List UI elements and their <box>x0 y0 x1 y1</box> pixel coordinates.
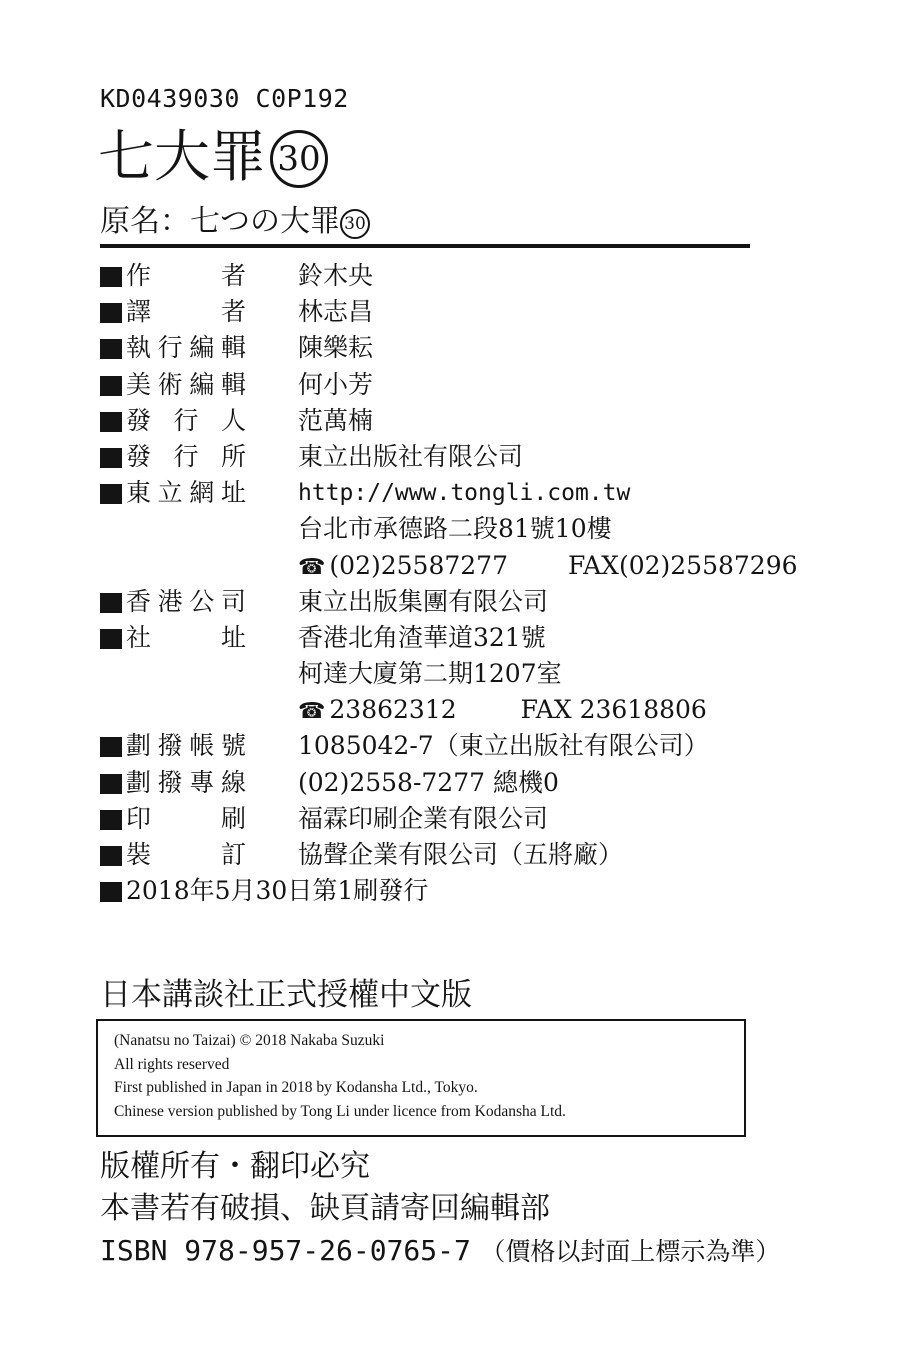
credit-label <box>126 728 246 764</box>
label-char: 司 <box>220 586 246 616</box>
label-char: 港 <box>157 586 183 616</box>
label-char: 刷 <box>220 803 246 833</box>
label-char: 作 <box>126 261 152 290</box>
label-char: 執 <box>126 333 152 363</box>
credit-label-text <box>126 367 246 403</box>
credit-row-binding <box>100 837 800 873</box>
footer-block <box>100 1146 780 1273</box>
copyright-line: (Nanatsu no Taizai) © 2018 Nakaba Suzuki <box>114 1032 385 1049</box>
square-bullet-icon <box>100 303 122 323</box>
credit-label-text <box>126 258 246 294</box>
credit-row-giro-account <box>100 728 800 764</box>
book-title-text: 七大罪 <box>98 125 266 190</box>
label-char: 人 <box>220 405 246 435</box>
copyright-line: Chinese version published by Tong Li under licence from Kodansha Ltd. <box>114 1102 566 1120</box>
credit-label-text <box>126 294 246 330</box>
square-bullet-icon <box>100 448 122 468</box>
label-char: 立 <box>157 478 183 508</box>
credit-value: 1085042-7（東立出版社有限公司） <box>298 731 709 761</box>
edition-row <box>100 873 800 909</box>
credit-label-text <box>126 728 246 764</box>
credit-row-website <box>100 475 800 511</box>
rights-notice: 版權所有・翻印必究 <box>100 1149 370 1184</box>
credit-label <box>126 258 246 294</box>
credit-label <box>126 439 246 475</box>
label-char: 術 <box>157 369 183 399</box>
original-title <box>100 202 370 242</box>
label-char: 劃 <box>126 767 152 797</box>
tongli-phone <box>298 548 798 586</box>
hk-address-2: 柯達大廈第二期1207室 <box>298 659 562 689</box>
credit-value: 東立出版集團有限公司 <box>298 586 549 616</box>
credit-label <box>126 367 246 403</box>
label-char: 址 <box>220 622 246 652</box>
telephone-icon: ☎ <box>298 554 326 580</box>
original-volume-number: 30 <box>340 209 370 239</box>
credit-row-publisher <box>100 403 800 439</box>
label-char: 行 <box>173 405 199 435</box>
label-char: 所 <box>220 441 246 471</box>
hk-phone-row <box>100 692 800 728</box>
copyright-line: All rights reserved <box>114 1055 230 1073</box>
square-bullet-icon <box>100 376 122 396</box>
square-bullet-icon <box>100 846 122 866</box>
label-char: 東 <box>126 478 152 508</box>
tongli-address: 台北市承德路二段81號10樓 <box>298 514 612 544</box>
label-char: 行 <box>173 441 199 471</box>
credit-row-hk-address <box>100 620 800 656</box>
website-url[interactable]: http://www.tongli.com.tw <box>298 480 631 507</box>
credit-value: 何小芳 <box>298 369 374 399</box>
isbn-number: ISBN 978-957-26-0765-7 <box>100 1234 471 1267</box>
label-char: 輯 <box>220 333 246 363</box>
label-char: 發 <box>126 441 152 471</box>
label-char: 址 <box>220 478 246 508</box>
credit-label <box>126 620 246 656</box>
credit-label-text <box>126 765 246 801</box>
label-char: 編 <box>189 369 215 399</box>
label-char: 發 <box>126 405 152 435</box>
credit-value: 鈴木央 <box>298 261 374 290</box>
square-bullet-icon <box>100 882 122 902</box>
credit-label <box>126 765 246 801</box>
tongli-phone-row <box>100 548 800 584</box>
credit-label <box>126 294 246 330</box>
credit-row-publishing-house <box>100 439 800 475</box>
original-title-text: 原名：七つの大罪 <box>100 204 340 239</box>
credit-label <box>126 584 246 620</box>
square-bullet-icon <box>100 484 122 504</box>
credit-label <box>126 403 246 439</box>
volume-number: 30 <box>270 130 328 188</box>
label-char: 香 <box>126 586 152 616</box>
credit-label-text <box>126 439 246 475</box>
credit-label-text <box>126 330 246 366</box>
credit-row-giro-hotline <box>100 765 800 801</box>
tongli-address-row <box>100 511 800 547</box>
square-bullet-icon <box>100 267 122 287</box>
credit-label-text <box>126 837 246 873</box>
square-bullet-icon <box>100 737 122 757</box>
credit-label <box>126 801 246 837</box>
book-title <box>98 124 328 192</box>
credit-value: 范萬楠 <box>298 405 374 435</box>
divider-rule <box>100 244 750 248</box>
label-char: 公 <box>189 586 215 616</box>
label-char: 印 <box>126 803 152 833</box>
square-bullet-icon <box>100 339 122 359</box>
credit-label-text <box>126 475 246 511</box>
label-char: 帳 <box>189 731 215 761</box>
credit-row-hk-company <box>100 584 800 620</box>
square-bullet-icon <box>100 629 122 649</box>
credit-label-text <box>126 801 246 837</box>
copyright-line: First published in Japan in 2018 by Kodansha Ltd., Tokyo. <box>114 1079 478 1096</box>
label-char: 號 <box>220 731 246 761</box>
credit-row-art-editor <box>100 367 800 403</box>
label-char: 訂 <box>220 840 246 869</box>
label-char: 線 <box>220 767 246 797</box>
label-char: 撥 <box>157 767 183 797</box>
product-code: KD0439030 C0P192 <box>100 84 349 113</box>
credits-list <box>100 258 800 909</box>
credit-row-executive-editor <box>100 330 800 366</box>
credit-label <box>126 475 246 511</box>
label-char: 裝 <box>126 840 152 869</box>
label-char: 譯 <box>126 297 152 327</box>
label-char: 行 <box>157 333 183 363</box>
label-char: 輯 <box>220 369 246 399</box>
label-char: 專 <box>189 767 215 797</box>
credit-row-printing <box>100 801 800 837</box>
label-char: 者 <box>220 261 246 290</box>
label-char: 社 <box>126 622 152 652</box>
copyright-box <box>96 1019 746 1137</box>
label-char: 美 <box>126 369 152 399</box>
edition-date: 2018年5月30日第1刷發行 <box>126 876 429 906</box>
square-bullet-icon <box>100 774 122 794</box>
credit-value: 福霖印刷企業有限公司 <box>298 803 549 833</box>
tongli-fax-number: FAX(02)25587296 <box>567 550 798 580</box>
authorized-edition: 日本講談社正式授權中文版 <box>100 977 472 1013</box>
credit-label <box>126 330 246 366</box>
price-note: （價格以封面上標示為準） <box>480 1237 781 1266</box>
square-bullet-icon <box>100 810 122 830</box>
credit-value: 東立出版社有限公司 <box>298 441 524 471</box>
hk-tel-number: 23862312 <box>329 695 457 725</box>
hk-address-row-2 <box>100 656 800 692</box>
damaged-notice: 本書若有破損、缺頁請寄回編輯部 <box>100 1191 550 1226</box>
square-bullet-icon <box>100 593 122 613</box>
label-char: 劃 <box>126 731 152 761</box>
hk-fax-number: FAX 23618806 <box>520 695 707 725</box>
label-char: 撥 <box>157 731 183 761</box>
label-char: 網 <box>189 478 215 508</box>
telephone-icon: ☎ <box>298 699 326 725</box>
credit-value: 林志昌 <box>298 297 374 327</box>
credit-label-text <box>126 403 246 439</box>
credit-value: 陳樂耘 <box>298 333 374 363</box>
credit-row-translator <box>100 294 800 330</box>
credit-label <box>126 837 246 873</box>
isbn-line <box>100 1230 780 1273</box>
credit-label-text <box>126 584 246 620</box>
credit-row-author <box>100 258 800 294</box>
tongli-tel-number: (02)25587277 <box>329 550 508 580</box>
square-bullet-icon <box>100 412 122 432</box>
credit-value: 協聲企業有限公司（五將廠） <box>298 840 624 869</box>
credit-label-text <box>126 620 246 656</box>
hk-phone <box>298 692 707 730</box>
label-char: 編 <box>189 333 215 363</box>
credit-value: (02)2558-7277 總機0 <box>298 767 559 797</box>
label-char: 者 <box>220 297 246 327</box>
credit-value: 香港北角渣華道321號 <box>298 622 546 652</box>
